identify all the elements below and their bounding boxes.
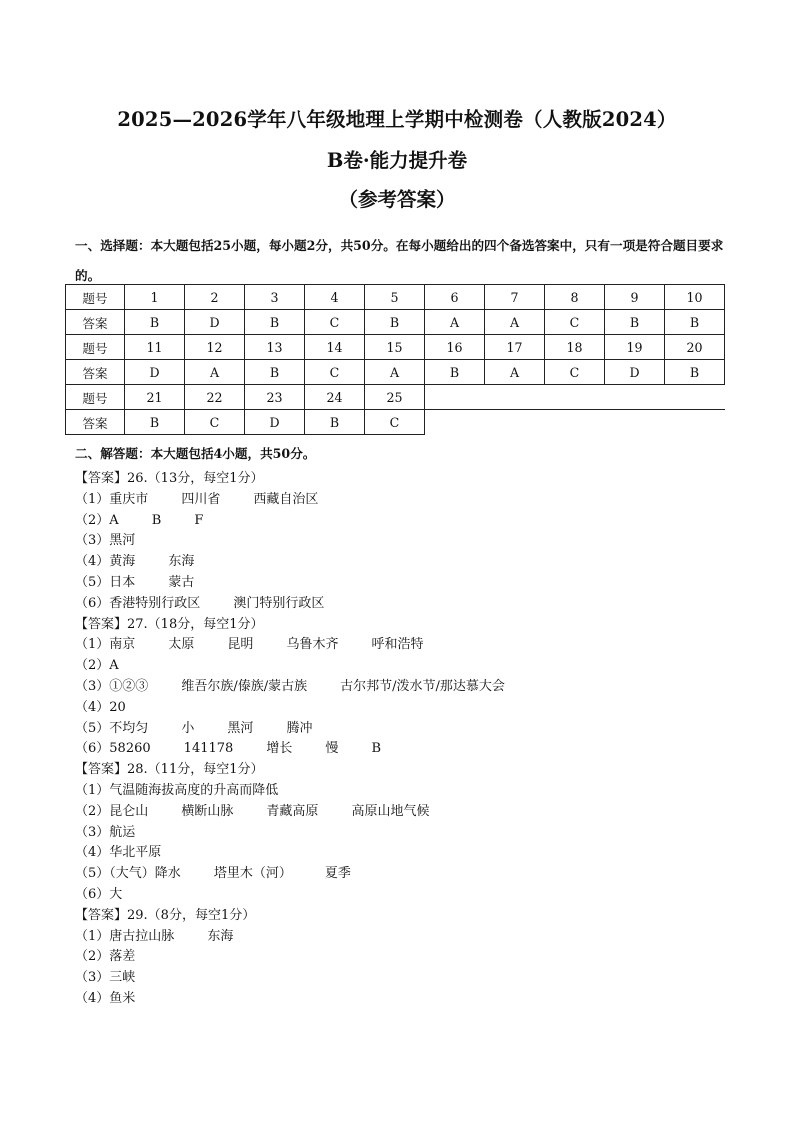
row-header: 题号 <box>66 285 125 310</box>
answer-cell: A <box>365 360 425 385</box>
answer-line: （3）黑河 <box>75 533 136 549</box>
answer-line: （6）58260 141178 增长 慢 B <box>75 741 382 757</box>
answer-cell: C <box>365 410 425 435</box>
question-number-cell: 2 <box>185 285 245 310</box>
question-number-cell: 18 <box>545 335 605 360</box>
question-number-cell: 21 <box>125 385 185 410</box>
answer-line: （1）气温随海拔高度的升高而降低 <box>75 782 279 798</box>
row-header: 答案 <box>66 360 125 385</box>
row-header: 答案 <box>66 310 125 335</box>
answer-line: （2）A B F <box>75 512 204 528</box>
answer-cell: A <box>185 360 245 385</box>
answer-line: （6）香港特别行政区 澳门特别行政区 <box>75 595 325 611</box>
empty-cell <box>485 410 545 435</box>
answer-heading: 【答案】27.（18分，每空1分） <box>75 616 264 632</box>
question-number-cell: 19 <box>605 335 665 360</box>
question-number-cell: 10 <box>665 285 725 310</box>
answer-line: （5）日本 蒙古 <box>75 574 195 590</box>
question-number-cell: 4 <box>305 285 365 310</box>
question-number-cell: 24 <box>305 385 365 410</box>
answer-heading: 【答案】28.（11分，每空1分） <box>75 762 264 778</box>
answer-line: （2）落差 <box>75 949 136 965</box>
answer-cell: C <box>545 360 605 385</box>
empty-cell <box>605 410 665 435</box>
empty-cell <box>545 410 605 435</box>
section-2-instructions: 二、解答题：本大题包括4小题，共50分。 <box>75 446 316 461</box>
empty-cell <box>665 385 725 410</box>
answer-cell: B <box>125 310 185 335</box>
answer-line: （4）20 <box>75 699 126 715</box>
empty-cell <box>425 385 485 410</box>
answer-cell: C <box>305 310 365 335</box>
answer-heading: 【答案】26.（13分，每空1分） <box>75 471 264 486</box>
question-number-cell: 6 <box>425 285 485 310</box>
question-number-cell: 7 <box>485 285 545 310</box>
answer-line: （5）不均匀 小 黑河 腾冲 <box>75 720 313 736</box>
answer-row <box>66 410 725 435</box>
answer-line: （4）黄海 东海 <box>75 554 195 570</box>
written-answers <box>75 469 505 1010</box>
answer-line: （1）重庆市 四川省 西藏自治区 <box>75 491 319 507</box>
answer-cell: C <box>545 310 605 335</box>
answer-line: （6）大 <box>75 886 123 902</box>
multiple-choice-answer-table <box>65 284 725 435</box>
answer-cell: D <box>245 410 305 435</box>
answer-cell: B <box>665 310 725 335</box>
question-number-cell: 1 <box>125 285 185 310</box>
empty-cell <box>605 385 665 410</box>
page-subtitle: B卷·能力提升卷 <box>326 149 468 172</box>
empty-cell <box>665 410 725 435</box>
question-number-cell: 22 <box>185 385 245 410</box>
question-number-cell: 16 <box>425 335 485 360</box>
question-number-cell: 17 <box>485 335 545 360</box>
answer-cell: A <box>485 360 545 385</box>
answer-cell: B <box>365 310 425 335</box>
answer-line: （2）A <box>75 658 119 674</box>
empty-cell <box>425 410 485 435</box>
answer-cell: D <box>125 360 185 385</box>
question-number-cell: 11 <box>125 335 185 360</box>
row-header: 题号 <box>66 335 125 360</box>
page-title: 2025—2026学年八年级地理上学期中检测卷（人教版2024） <box>117 108 677 131</box>
question-number-cell: 23 <box>245 385 305 410</box>
answer-cell: B <box>305 410 365 435</box>
question-number-cell: 8 <box>545 285 605 310</box>
question-number-cell: 20 <box>665 335 725 360</box>
answer-cell: C <box>185 410 245 435</box>
question-number-cell: 3 <box>245 285 305 310</box>
answer-line: （3）①②③ 维吾尔族/傣族/蒙古族 古尔邦节/泼水节/那达慕大会 <box>75 678 505 694</box>
answer-cell: C <box>305 360 365 385</box>
answer-cell: B <box>245 310 305 335</box>
answer-cell: B <box>245 360 305 385</box>
answer-line: （1）唐古拉山脉 东海 <box>75 928 234 944</box>
answer-line: （4）鱼米 <box>75 990 136 1006</box>
answer-cell: A <box>425 310 485 335</box>
answer-row <box>66 310 725 335</box>
question-number-cell: 13 <box>245 335 305 360</box>
question-number-cell: 12 <box>185 335 245 360</box>
question-number-cell: 14 <box>305 335 365 360</box>
answer-line: （1）南京 太原 昆明 乌鲁木齐 呼和浩特 <box>75 637 424 653</box>
row-header: 答案 <box>66 410 125 435</box>
question-number-row <box>66 335 725 360</box>
question-number-cell: 9 <box>605 285 665 310</box>
question-number-cell: 5 <box>365 285 425 310</box>
answer-cell: D <box>185 310 245 335</box>
answer-line: （3）三峡 <box>75 970 136 986</box>
answer-cell: B <box>605 310 665 335</box>
answer-cell: A <box>485 310 545 335</box>
empty-cell <box>545 385 605 410</box>
answer-heading: 【答案】29.（8分，每空1分） <box>75 907 256 923</box>
question-number-cell: 25 <box>365 385 425 410</box>
answer-key-heading: （参考答案） <box>338 188 456 211</box>
empty-cell <box>485 385 545 410</box>
question-number-row <box>66 285 725 310</box>
answer-line: （2）昆仑山 横断山脉 青藏高原 高原山地气候 <box>75 803 430 819</box>
question-number-row <box>66 385 725 410</box>
answer-cell: D <box>605 360 665 385</box>
answer-row <box>66 360 725 385</box>
answer-cell: B <box>665 360 725 385</box>
answer-cell: B <box>425 360 485 385</box>
row-header: 题号 <box>66 385 125 410</box>
section-1-instructions: 一、选择题：本大题包括25小题，每小题2分，共50分。在每小题给出的四个备选答案中，只有一项是符合题目要求的。 <box>75 238 724 283</box>
answer-line: （3）航运 <box>75 824 136 840</box>
answer-line: （5）（大气）降水 塔里木（河） 夏季 <box>75 866 351 882</box>
question-number-cell: 15 <box>365 335 425 360</box>
answer-line: （4）华北平原 <box>75 845 162 861</box>
answer-cell: B <box>125 410 185 435</box>
